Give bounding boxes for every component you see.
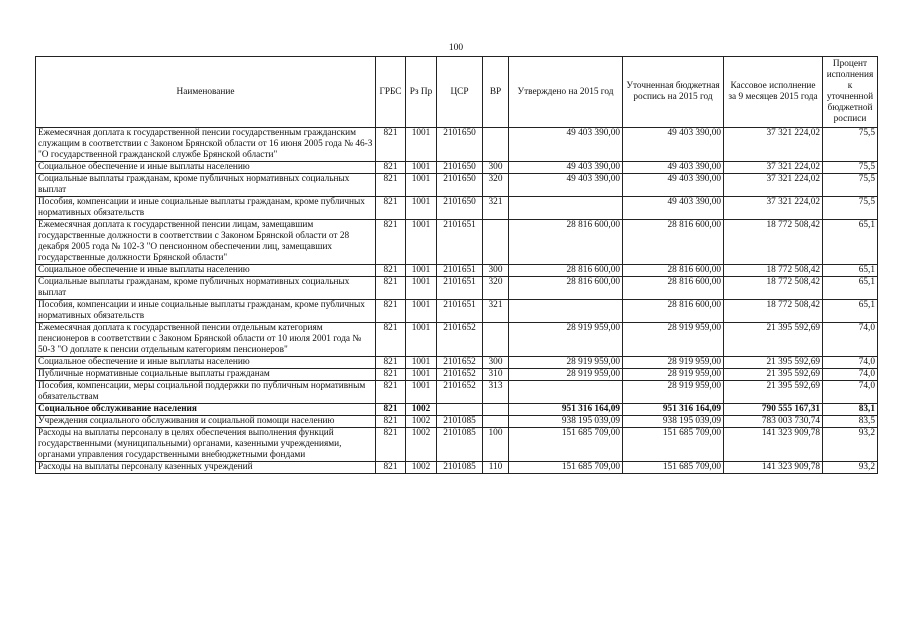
row-csr: 2101652 [437, 369, 483, 381]
row-percent: 74,0 [823, 357, 878, 369]
table-row [36, 220, 878, 265]
header-grbs: ГРБС [376, 57, 406, 128]
table-row [36, 300, 878, 323]
row-name: Социальные выплаты гражданам, кроме публичных нормативных социальных выплат [36, 277, 376, 300]
row-vr [483, 404, 509, 416]
row-approved [509, 300, 623, 323]
row-executed: 21 395 592,69 [724, 357, 823, 369]
row-approved [509, 381, 623, 404]
header-csr: ЦСР [437, 57, 483, 128]
row-percent: 65,1 [823, 277, 878, 300]
row-rzpr: 1001 [406, 277, 437, 300]
row-rzpr: 1002 [406, 416, 437, 428]
row-vr: 300 [483, 162, 509, 174]
row-rzpr: 1001 [406, 357, 437, 369]
row-vr: 321 [483, 300, 509, 323]
row-percent: 65,1 [823, 220, 878, 265]
row-executed: 141 323 909,78 [724, 462, 823, 474]
row-csr [437, 404, 483, 416]
row-executed: 141 323 909,78 [724, 428, 823, 462]
table-row [36, 197, 878, 220]
row-grbs: 821 [376, 277, 406, 300]
row-grbs: 821 [376, 128, 406, 162]
row-approved: 151 685 709,00 [509, 462, 623, 474]
row-revised: 28 816 600,00 [623, 277, 724, 300]
row-rzpr: 1001 [406, 174, 437, 197]
row-name: Пособия, компенсации и иные социальные выплаты гражданам, кроме публичных нормативных обязательств [36, 300, 376, 323]
row-vr [483, 323, 509, 357]
row-csr: 2101651 [437, 265, 483, 277]
row-approved: 28 816 600,00 [509, 277, 623, 300]
row-csr: 2101085 [437, 428, 483, 462]
row-rzpr: 1001 [406, 265, 437, 277]
table-row [36, 462, 878, 474]
row-revised: 49 403 390,00 [623, 197, 724, 220]
row-executed: 21 395 592,69 [724, 323, 823, 357]
row-rzpr: 1001 [406, 381, 437, 404]
row-grbs: 821 [376, 323, 406, 357]
table-row [36, 174, 878, 197]
row-executed: 783 003 730,74 [724, 416, 823, 428]
row-vr: 300 [483, 357, 509, 369]
row-name: Учреждения социального обслуживания и социальной помощи населению [36, 416, 376, 428]
table-row [36, 323, 878, 357]
row-vr: 100 [483, 428, 509, 462]
row-revised: 28 919 959,00 [623, 357, 724, 369]
row-name: Расходы на выплаты персоналу казенных учреждений [36, 462, 376, 474]
row-approved: 49 403 390,00 [509, 128, 623, 162]
row-vr: 320 [483, 174, 509, 197]
table-row [36, 265, 878, 277]
header-revised: Уточненная бюджетная роспись на 2015 год [623, 57, 724, 128]
row-grbs: 821 [376, 462, 406, 474]
row-csr: 2101651 [437, 300, 483, 323]
row-approved: 938 195 039,09 [509, 416, 623, 428]
row-percent: 65,1 [823, 300, 878, 323]
row-rzpr: 1001 [406, 197, 437, 220]
header-rzpr: Рз Пр [406, 57, 437, 128]
table-row [36, 428, 878, 462]
row-approved [509, 197, 623, 220]
row-csr: 2101085 [437, 416, 483, 428]
row-rzpr: 1001 [406, 300, 437, 323]
row-rzpr: 1001 [406, 369, 437, 381]
row-executed: 21 395 592,69 [724, 381, 823, 404]
row-approved: 28 816 600,00 [509, 220, 623, 265]
row-grbs: 821 [376, 162, 406, 174]
row-percent: 83,5 [823, 416, 878, 428]
row-grbs: 821 [376, 197, 406, 220]
row-name: Пособия, компенсации, меры социальной поддержки по публичным нормативным обязательствам [36, 381, 376, 404]
header-executed: Кассовое исполнение за 9 месяцев 2015 года [724, 57, 823, 128]
row-approved: 28 919 959,00 [509, 369, 623, 381]
row-csr: 2101650 [437, 197, 483, 220]
table-row [36, 277, 878, 300]
row-percent: 83,1 [823, 404, 878, 416]
row-csr: 2101085 [437, 462, 483, 474]
row-grbs: 821 [376, 381, 406, 404]
row-executed: 18 772 508,42 [724, 277, 823, 300]
row-grbs: 821 [376, 416, 406, 428]
row-percent: 74,0 [823, 369, 878, 381]
page-number: 100 [448, 43, 464, 53]
table-row [36, 128, 878, 162]
row-percent: 65,1 [823, 265, 878, 277]
row-grbs: 821 [376, 428, 406, 462]
row-rzpr: 1001 [406, 220, 437, 265]
row-revised: 49 403 390,00 [623, 174, 724, 197]
row-rzpr: 1001 [406, 128, 437, 162]
row-name: Социальное обслуживание населения [36, 404, 376, 416]
row-vr: 110 [483, 462, 509, 474]
header-vr: ВР [483, 57, 509, 128]
row-grbs: 821 [376, 404, 406, 416]
header-approved: Утверждено на 2015 год [509, 57, 623, 128]
row-name: Ежемесячная доплата к государственной пенсии государственным гражданским служащим в соответствии с Законом Брянской области от 16 июня 2005 года № 46-З "О государственной гражданской службе Брянской области" [36, 128, 376, 162]
row-csr: 2101650 [437, 174, 483, 197]
table-row [36, 416, 878, 428]
row-rzpr: 1002 [406, 428, 437, 462]
row-revised: 28 816 600,00 [623, 300, 724, 323]
row-percent: 74,0 [823, 381, 878, 404]
row-approved: 28 919 959,00 [509, 357, 623, 369]
row-rzpr: 1002 [406, 462, 437, 474]
row-revised: 28 919 959,00 [623, 381, 724, 404]
row-vr: 313 [483, 381, 509, 404]
row-grbs: 821 [376, 174, 406, 197]
row-vr: 300 [483, 265, 509, 277]
row-executed: 18 772 508,42 [724, 265, 823, 277]
row-vr: 310 [483, 369, 509, 381]
row-grbs: 821 [376, 265, 406, 277]
row-grbs: 821 [376, 369, 406, 381]
row-percent: 93,2 [823, 462, 878, 474]
row-grbs: 821 [376, 220, 406, 265]
row-name: Социальное обеспечение и иные выплаты населению [36, 162, 376, 174]
row-csr: 2101650 [437, 128, 483, 162]
row-revised: 151 685 709,00 [623, 428, 724, 462]
row-vr [483, 416, 509, 428]
row-csr: 2101652 [437, 357, 483, 369]
row-revised: 28 919 959,00 [623, 369, 724, 381]
row-executed: 21 395 592,69 [724, 369, 823, 381]
row-percent: 93,2 [823, 428, 878, 462]
row-vr: 321 [483, 197, 509, 220]
row-approved: 151 685 709,00 [509, 428, 623, 462]
row-percent: 75,5 [823, 174, 878, 197]
row-vr [483, 128, 509, 162]
row-name: Социальное обеспечение и иные выплаты населению [36, 265, 376, 277]
row-revised: 151 685 709,00 [623, 462, 724, 474]
row-revised: 28 816 600,00 [623, 265, 724, 277]
row-revised: 951 316 164,09 [623, 404, 724, 416]
row-revised: 28 816 600,00 [623, 220, 724, 265]
row-executed: 18 772 508,42 [724, 220, 823, 265]
row-executed: 37 321 224,02 [724, 128, 823, 162]
row-executed: 37 321 224,02 [724, 197, 823, 220]
row-approved: 28 816 600,00 [509, 265, 623, 277]
row-approved: 49 403 390,00 [509, 162, 623, 174]
row-revised: 49 403 390,00 [623, 162, 724, 174]
row-percent: 75,5 [823, 162, 878, 174]
row-vr [483, 220, 509, 265]
table-row [36, 404, 878, 416]
row-grbs: 821 [376, 300, 406, 323]
row-rzpr: 1001 [406, 323, 437, 357]
row-approved: 28 919 959,00 [509, 323, 623, 357]
row-name: Расходы на выплаты персоналу в целях обеспечения выполнения функций государственными (муниципальными) органами, казенными учреждениями, органами управления государственными внебюджетными фондами [36, 428, 376, 462]
row-rzpr: 1002 [406, 404, 437, 416]
budget-execution-table [35, 56, 878, 474]
row-csr: 2101651 [437, 220, 483, 265]
row-executed: 790 555 167,31 [724, 404, 823, 416]
header-name: Наименование [36, 57, 376, 128]
row-name: Социальные выплаты гражданам, кроме публичных нормативных социальных выплат [36, 174, 376, 197]
row-csr: 2101652 [437, 381, 483, 404]
row-revised: 49 403 390,00 [623, 128, 724, 162]
table-row [36, 381, 878, 404]
row-approved: 951 316 164,09 [509, 404, 623, 416]
row-revised: 28 919 959,00 [623, 323, 724, 357]
table-header-row [36, 57, 878, 128]
header-percent: Процент исполнения к уточненной бюджетной росписи [823, 57, 878, 128]
row-csr: 2101652 [437, 323, 483, 357]
row-approved: 49 403 390,00 [509, 174, 623, 197]
row-percent: 75,5 [823, 128, 878, 162]
row-percent: 74,0 [823, 323, 878, 357]
table-row [36, 369, 878, 381]
row-name: Социальное обеспечение и иные выплаты населению [36, 357, 376, 369]
row-name: Пособия, компенсации и иные социальные выплаты гражданам, кроме публичных нормативных обязательств [36, 197, 376, 220]
row-csr: 2101651 [437, 277, 483, 300]
row-name: Ежемесячная доплата к государственной пенсии лицам, замещавшим государственные должности в соответствии с Законом Брянской области от 28 декабря 2005 года № 102-З "О пенсионном обеспечении лиц, замещавших государственные должности Брянской области" [36, 220, 376, 265]
table-row [36, 162, 878, 174]
row-name: Публичные нормативные социальные выплаты гражданам [36, 369, 376, 381]
row-vr: 320 [483, 277, 509, 300]
row-executed: 37 321 224,02 [724, 174, 823, 197]
row-percent: 75,5 [823, 197, 878, 220]
row-name: Ежемесячная доплата к государственной пенсии отдельным категориям пенсионеров в соответствии с Законом Брянской области от 10 июля 2001 года № 50-З "О доплате к пенсии отдельным категориям пенсионеров" [36, 323, 376, 357]
table-body [36, 128, 878, 474]
row-executed: 18 772 508,42 [724, 300, 823, 323]
row-executed: 37 321 224,02 [724, 162, 823, 174]
row-grbs: 821 [376, 357, 406, 369]
row-rzpr: 1001 [406, 162, 437, 174]
row-revised: 938 195 039,09 [623, 416, 724, 428]
table-row [36, 357, 878, 369]
row-csr: 2101650 [437, 162, 483, 174]
